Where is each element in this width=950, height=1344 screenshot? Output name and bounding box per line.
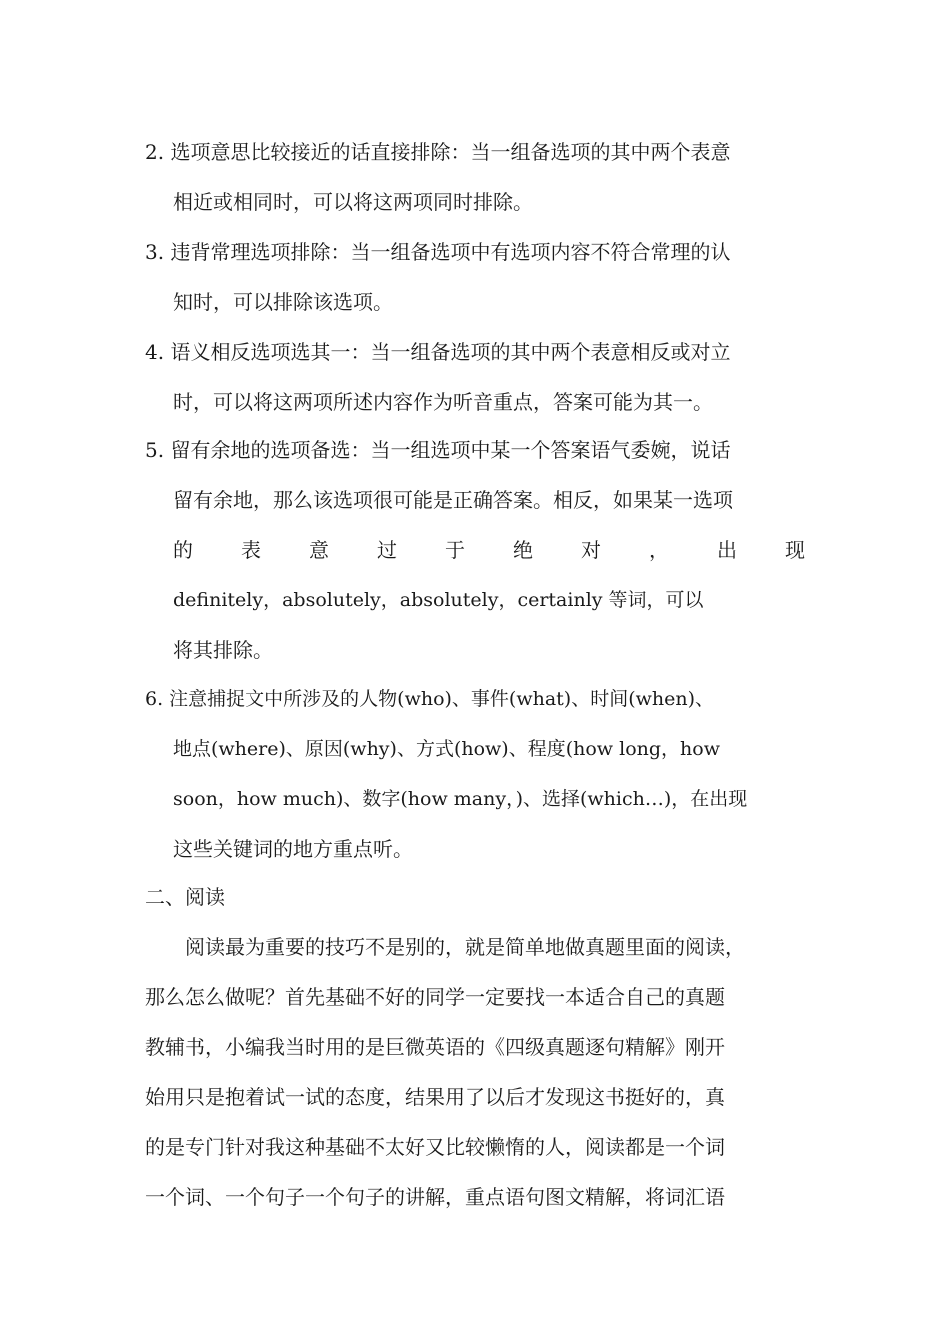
text-line: 3. 违背常理选项排除：当一组备选项中有选项内容不符合常理的认 <box>145 240 731 264</box>
spread-text-line <box>173 525 805 575</box>
paragraph-line: 那么怎么做呢？首先基础不好的同学一定要找一本适合自己的真题 <box>145 985 725 1009</box>
text-line: 2. 选项意思比较接近的话直接排除：当一组备选项的其中两个表意 <box>145 140 731 164</box>
paragraph-line: 教辅书，小编我当时用的是巨微英语的《四级真题逐句精解》刚开 <box>145 1035 725 1059</box>
spread-char: 过 <box>377 538 397 562</box>
spread-char: 表 <box>241 538 261 562</box>
spread-char: 对 <box>581 538 601 562</box>
spread-char: ， <box>649 538 669 562</box>
text-line: 5. 留有余地的选项备选：当一组选项中某一个答案语气委婉，说话 <box>145 438 731 462</box>
spread-char: 意 <box>309 538 329 562</box>
text-line: 将其排除。 <box>173 638 273 662</box>
text-line: 6. 注意捕捉文中所涉及的人物(who)、事件(what)、时间(when)、 <box>145 688 715 710</box>
paragraph-line: 始用只是抱着试一试的态度，结果用了以后才发现这书挺好的，真 <box>145 1085 725 1109</box>
text-line: 知时，可以排除该选项。 <box>173 290 393 314</box>
paragraph-line: 阅读最为重要的技巧不是别的，就是简单地做真题里面的阅读， <box>185 935 745 959</box>
text-line: 相近或相同时，可以将这两项同时排除。 <box>173 190 533 214</box>
text-line: 地点(where)、原因(why)、方式(how)、程度(how long，how <box>173 738 720 760</box>
spread-char: 出 <box>717 538 737 562</box>
text-line: 这些关键词的地方重点听。 <box>173 837 413 861</box>
paragraph-line: 一个词、一个句子一个句子的讲解，重点语句图文精解，将词汇语 <box>145 1185 725 1209</box>
spread-char: 的 <box>173 538 193 562</box>
text-line: 4. 语义相反选项选其一：当一组备选项的其中两个表意相反或对立 <box>145 340 731 364</box>
section-heading: 二、阅读 <box>145 885 225 909</box>
spread-char: 现 <box>785 538 805 562</box>
spread-char: 绝 <box>513 538 533 562</box>
paragraph-line: 的是专门针对我这种基础不太好又比较懒惰的人，阅读都是一个词 <box>145 1135 725 1159</box>
text-line: 时，可以将这两项所述内容作为听音重点，答案可能为其一。 <box>173 390 713 414</box>
text-line: soon，how much)、数字(how many，)、选择(which…)，在出现 <box>173 788 748 810</box>
text-line: 留有余地，那么该选项很可能是正确答案。相反，如果某一选项 <box>173 488 733 512</box>
spread-char: 于 <box>445 538 465 562</box>
text-line: definitely，absolutely，absolutely，certainly 等词，可以 <box>173 589 704 611</box>
